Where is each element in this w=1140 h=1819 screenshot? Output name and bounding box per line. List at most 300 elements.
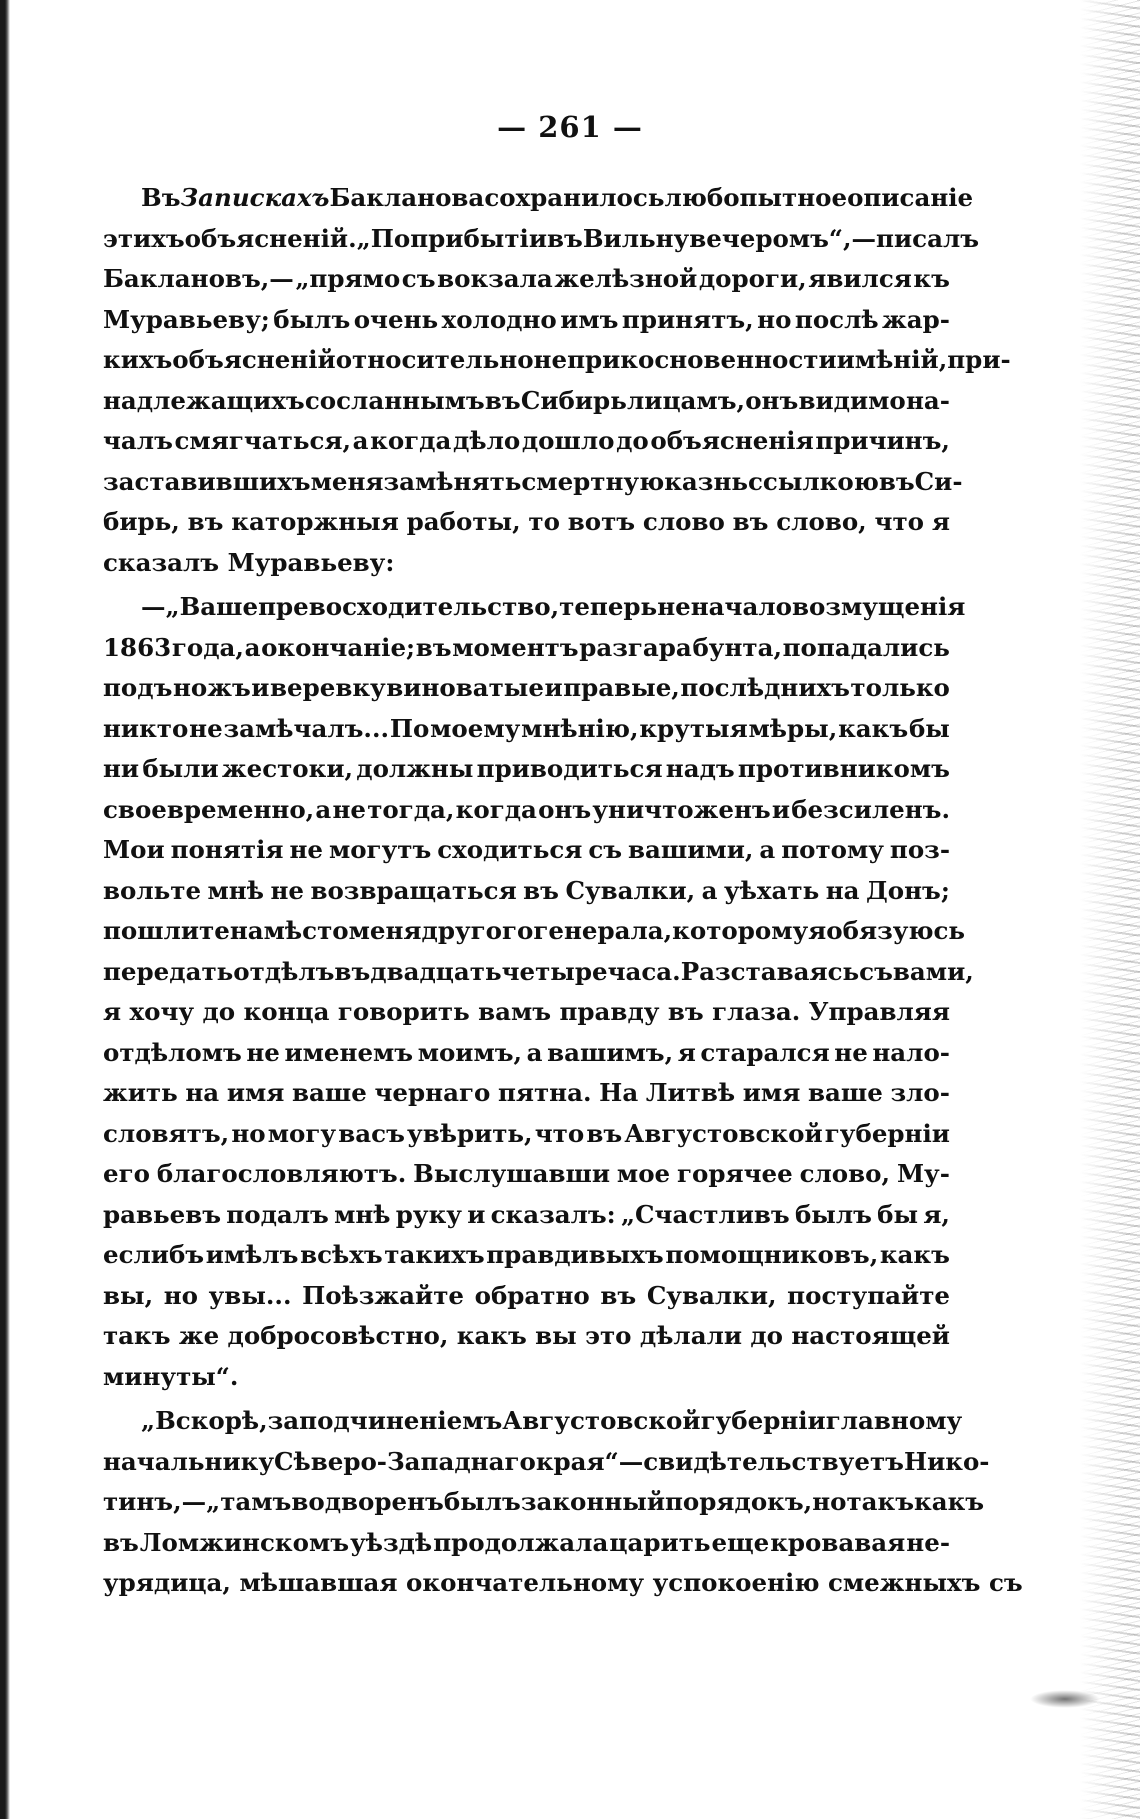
word: Баклановъ,— [103, 264, 294, 293]
word: начало [690, 592, 792, 621]
word: понятія [170, 835, 284, 864]
word: дошло [521, 426, 615, 455]
word: сказалъ [103, 547, 220, 577]
word: хочу [129, 997, 195, 1026]
word: описаніе [847, 183, 974, 212]
word: на- [905, 385, 950, 415]
word: не [270, 875, 304, 905]
scan-ink-smudge [1030, 1690, 1100, 1708]
word: вами, [892, 956, 974, 986]
word: я [931, 507, 950, 536]
word: помощниковъ, [665, 1240, 879, 1269]
word: были [142, 754, 219, 783]
word: когда [370, 426, 452, 455]
word: генерала, [533, 916, 673, 945]
body-text [103, 178, 1023, 1604]
word: послѣднихъ [680, 673, 850, 702]
word: потому [781, 835, 884, 864]
word: пошлите [103, 916, 230, 945]
word: замѣнять [383, 466, 522, 496]
word: я, [923, 1199, 950, 1229]
word: кихъ [103, 345, 173, 374]
word: вашимъ, [547, 1037, 674, 1067]
word: и [771, 794, 791, 824]
text-line [103, 340, 1011, 381]
word: вы, [103, 1280, 154, 1310]
word: говорить [337, 997, 470, 1026]
word: смертную [521, 466, 665, 496]
word: кровавая [770, 1527, 906, 1557]
word: любопытное [664, 183, 848, 212]
word: а [759, 835, 776, 864]
word: сходиться [437, 835, 583, 864]
word: замѣчалъ... [223, 713, 389, 743]
word: правду [559, 997, 660, 1026]
word: до [202, 997, 236, 1026]
word: съ [401, 264, 436, 293]
word: на [185, 1078, 220, 1107]
word: моментъ [452, 632, 579, 662]
word: съ [988, 1568, 1023, 1597]
word: въ [586, 1118, 623, 1148]
word: словятъ, [103, 1118, 230, 1148]
word: еще [711, 1527, 770, 1557]
word: каторжныя [231, 507, 399, 536]
word: что [534, 1118, 585, 1148]
word: но [812, 1487, 847, 1516]
word: руку [395, 1199, 462, 1229]
word: По [389, 713, 430, 743]
word: минуты“. [103, 1361, 239, 1391]
word: никто [103, 713, 189, 743]
word: теперь [559, 592, 658, 621]
word: въ [334, 956, 371, 986]
word: чалъ [103, 426, 173, 455]
word: ваше [292, 1078, 367, 1107]
word: только [850, 673, 950, 702]
word: то [528, 507, 560, 536]
word: какъ [838, 713, 909, 743]
word: дѣлали [639, 1321, 743, 1350]
word: имя [742, 1078, 801, 1107]
word: старался [700, 1037, 830, 1067]
word: разгара [579, 632, 692, 662]
word: вольте [103, 875, 202, 905]
word: бирь, [103, 507, 180, 536]
word: Нико- [903, 1446, 990, 1476]
word: увѣрить, [407, 1118, 533, 1148]
word: не- [906, 1527, 950, 1557]
word: губерніи [700, 1406, 826, 1435]
word: Донъ; [865, 875, 950, 905]
word: правые, [563, 673, 680, 702]
word: Августовской [624, 1118, 823, 1148]
text-line [103, 1442, 990, 1483]
word: это [585, 1321, 632, 1350]
text-line [103, 1401, 963, 1442]
text-line [103, 830, 950, 871]
word: не [289, 835, 323, 864]
word: съ [588, 835, 623, 864]
text-line [103, 749, 950, 790]
word: вотъ [567, 507, 636, 536]
word: но [163, 1280, 199, 1310]
word: увы... [208, 1280, 292, 1310]
word: въ [600, 1280, 637, 1310]
word: а [352, 426, 369, 455]
word: на [229, 916, 264, 945]
word: 1863 [103, 632, 172, 662]
word: вечеромъ“,—писалъ [689, 223, 980, 253]
word: Муравьеву: [227, 547, 395, 577]
word: имѣній, [836, 345, 948, 374]
word: въ [523, 875, 559, 905]
word: могу [267, 1118, 337, 1148]
word: правдивыхъ [486, 1240, 664, 1269]
word: сказалъ: [490, 1199, 616, 1229]
word: „По [356, 223, 411, 253]
text-line [103, 259, 950, 300]
word: Запискахъ [180, 183, 330, 212]
word: причинъ, [815, 426, 950, 455]
word: явился [808, 264, 912, 293]
word: окончаніе; [261, 632, 416, 662]
word: ваше [807, 1078, 883, 1107]
word: не [189, 713, 223, 743]
word: слово [642, 507, 725, 536]
word: глаза. [712, 997, 801, 1026]
word: надлежащихъ [103, 385, 305, 415]
word: вы [535, 1321, 577, 1350]
text-line [103, 709, 950, 750]
word: къ [913, 264, 950, 293]
word: начальнику [103, 1446, 274, 1476]
text-line [103, 1316, 950, 1357]
word: слово, [776, 507, 867, 536]
word: На [599, 1078, 639, 1107]
word: поз- [889, 835, 950, 864]
word: слово, [799, 1159, 891, 1188]
word: надъ [665, 754, 735, 783]
word: а [701, 875, 718, 905]
word: благословляютъ. [156, 1159, 407, 1188]
word: Ломжинскомъ [139, 1527, 350, 1557]
word: поступайте [787, 1280, 950, 1310]
word: жить [103, 1078, 178, 1107]
word: Му- [896, 1159, 950, 1188]
word: мнѣ [334, 1199, 391, 1229]
word: продолжала [433, 1527, 609, 1557]
word: заставившихъ [103, 466, 311, 496]
word: ни [103, 754, 140, 783]
word: какъ [456, 1321, 527, 1350]
word: неприкосновенности [533, 345, 837, 374]
word: въ [667, 997, 704, 1026]
text-line [103, 1235, 950, 1276]
word: добросовѣстно, [227, 1321, 449, 1350]
word: которому [672, 916, 809, 945]
word: „прямо [295, 264, 401, 293]
word: урядица, [103, 1568, 231, 1597]
word: а [315, 794, 332, 824]
word: васъ [338, 1118, 405, 1148]
word: казнь [664, 466, 748, 496]
word: а [526, 1037, 543, 1067]
word: но [757, 304, 792, 334]
word: что [874, 507, 924, 536]
word: обязуюсь [826, 916, 966, 945]
word: смягчаться, [174, 426, 351, 455]
word: когда [455, 794, 537, 824]
word: другого [421, 916, 534, 945]
word: прибытіи [410, 223, 548, 253]
word: Управляя [808, 997, 950, 1026]
word: въ [732, 507, 769, 536]
word: объясненій [172, 345, 336, 374]
word: бы [908, 713, 950, 743]
text-line [103, 911, 966, 952]
word: въ [878, 466, 915, 496]
word: „Счастливъ [620, 1199, 790, 1229]
word: съ [859, 956, 893, 986]
word: дороги, [698, 264, 807, 293]
word: холодно [441, 304, 557, 334]
word: мѣсто [263, 916, 349, 945]
word: моему [430, 713, 521, 743]
word: Въ [141, 183, 181, 212]
word: объясненій. [184, 223, 357, 253]
word: крутыя [639, 713, 748, 743]
word: я [677, 1037, 696, 1067]
word: онъ [538, 794, 592, 824]
word: Выслушавши [413, 1159, 611, 1188]
word: главному [825, 1406, 963, 1435]
word: моимъ, [417, 1037, 523, 1067]
word: сохранилось [484, 183, 665, 212]
word: окончательному [406, 1568, 645, 1597]
word: до [750, 1321, 784, 1350]
word: и [467, 1199, 486, 1229]
word: въ [484, 385, 521, 415]
text-line [103, 871, 950, 912]
word: въ [547, 223, 583, 253]
word: какъ [879, 1240, 950, 1269]
word: своевременно, [103, 794, 315, 824]
word: тогда, [367, 794, 455, 824]
word: бунта, [692, 632, 782, 662]
word: такъ [846, 1487, 915, 1516]
word: Литвѣ [645, 1078, 736, 1107]
word: Августовской [502, 1406, 701, 1435]
text-line [103, 502, 950, 543]
word: превосходительство, [258, 592, 560, 621]
word: послѣ [794, 304, 879, 334]
word: этихъ [103, 223, 185, 253]
text-line [103, 421, 950, 462]
word: а [244, 632, 261, 662]
word: имя [226, 1078, 285, 1107]
word: ножъ [172, 673, 251, 702]
word: передать [103, 956, 234, 986]
word: успокоенію [652, 1568, 820, 1597]
word: Муравьеву; [103, 304, 270, 334]
word: чернаго [374, 1078, 491, 1107]
text-line [103, 1195, 950, 1236]
word: за [267, 1406, 300, 1435]
word: края“—свидѣтельствуетъ [535, 1446, 904, 1476]
word: всѣхъ [300, 1240, 383, 1269]
word: отдѣлъ [233, 956, 335, 986]
word: Сувалки, [646, 1280, 777, 1310]
word: имъ [560, 304, 619, 334]
text-line [103, 300, 950, 341]
word: подчиненіемъ [299, 1406, 503, 1435]
word: Си- [914, 466, 963, 496]
word: не [332, 794, 366, 824]
word: противникомъ [737, 754, 950, 783]
word: законный [520, 1487, 665, 1516]
word: обратно [474, 1280, 590, 1310]
word: нало- [872, 1037, 950, 1067]
word: мое [616, 1159, 671, 1188]
paragraph [103, 587, 974, 1397]
word: былъ [273, 304, 351, 334]
word: Вильну [582, 223, 690, 253]
word: былъ [794, 1199, 872, 1229]
word: виноватые [386, 673, 544, 702]
word: не [834, 1037, 868, 1067]
word: меня [310, 466, 384, 496]
word: губерніи [824, 1118, 950, 1148]
scan-left-edge [0, 0, 10, 1819]
word: „Вскорѣ, [141, 1406, 268, 1435]
word: Сувалки, [565, 875, 696, 905]
word: уѣздѣ [350, 1527, 433, 1557]
word: приводиться [476, 754, 663, 783]
scan-right-edge-noise [1080, 0, 1140, 1819]
text-line [103, 462, 963, 503]
word: жестоки, [221, 754, 354, 783]
word: дѣло [453, 426, 521, 455]
word: тинъ,—„тамъ [103, 1487, 292, 1516]
word: на [825, 875, 860, 905]
text-line [103, 1563, 1023, 1604]
word: года, [171, 632, 244, 662]
word: такихъ [384, 1240, 485, 1269]
text-line [103, 1073, 950, 1114]
word: возвращаться [310, 875, 517, 905]
text-line [103, 219, 980, 260]
word: подалъ [226, 1199, 329, 1229]
word: въ [187, 507, 224, 536]
word: равьевъ [103, 1199, 222, 1229]
text-line [103, 668, 950, 709]
word: конца [243, 997, 330, 1026]
word: зло- [890, 1078, 950, 1107]
word: но [231, 1118, 266, 1148]
word: порядокъ, [665, 1487, 813, 1516]
word: до [616, 426, 649, 455]
text-line [103, 992, 950, 1033]
word: не [246, 1037, 280, 1067]
word: Сѣверо-Западнаго [274, 1446, 536, 1476]
page-number: — 261 — [497, 110, 643, 144]
word: еслибъ [103, 1240, 205, 1269]
text-line [103, 628, 950, 669]
text-line [103, 952, 974, 993]
word: какъ [914, 1487, 985, 1516]
word: бы [877, 1199, 919, 1229]
word: могутъ [328, 835, 432, 864]
word: Разставаясь [680, 956, 860, 986]
word: принятъ, [621, 304, 754, 334]
word: пятна. [497, 1078, 592, 1107]
word: горячее [677, 1159, 793, 1188]
word: жар- [882, 304, 950, 334]
word: очень [353, 304, 439, 334]
word: водворенъ [291, 1487, 444, 1516]
word: объясненія [650, 426, 814, 455]
word: видимо [798, 385, 906, 415]
word: часа. [607, 956, 681, 986]
text-line [103, 178, 974, 219]
word: отдѣломъ [103, 1037, 242, 1067]
word: вашими, [628, 835, 754, 864]
word: попадались [782, 632, 950, 662]
word: при- [947, 345, 1011, 374]
word: именемъ [284, 1037, 414, 1067]
word: мѣшавшая [239, 1568, 398, 1597]
word: мѣры, [748, 713, 838, 743]
word: веревку [269, 673, 386, 702]
word: ссылкою [748, 466, 879, 496]
word: безсиленъ. [791, 794, 950, 824]
word: Мои [103, 835, 165, 864]
word: и [544, 673, 563, 702]
word: и [251, 673, 270, 702]
paragraph [103, 1401, 1023, 1604]
word: настоящей [791, 1321, 950, 1350]
text-line [103, 543, 950, 584]
word: уничтоженъ [592, 794, 771, 824]
text-line [103, 1114, 950, 1155]
text-line [103, 381, 950, 422]
text-line [103, 1154, 950, 1195]
word: я [103, 997, 122, 1026]
word: въ [103, 1527, 139, 1557]
word: мнѣ [207, 875, 264, 905]
word: Бакланова [329, 183, 485, 212]
word: должны [356, 754, 474, 783]
word: вокзала [437, 264, 553, 293]
word: „Ваше [165, 592, 259, 621]
text-line [103, 1276, 950, 1317]
word: сосланнымъ [304, 385, 485, 415]
word: четыре [501, 956, 608, 986]
word: Поѣзжайте [302, 1280, 464, 1310]
word: его [103, 1159, 150, 1188]
word: уѣхать [724, 875, 820, 905]
word: подъ [103, 673, 173, 702]
word: возмущенія [791, 592, 966, 621]
word: смежныхъ [827, 1568, 981, 1597]
paragraph [103, 178, 1011, 583]
word: двадцать [370, 956, 502, 986]
word: Сибирь [520, 385, 627, 415]
word: вамъ [478, 997, 552, 1026]
word: я [808, 916, 827, 945]
word: былъ [443, 1487, 521, 1516]
